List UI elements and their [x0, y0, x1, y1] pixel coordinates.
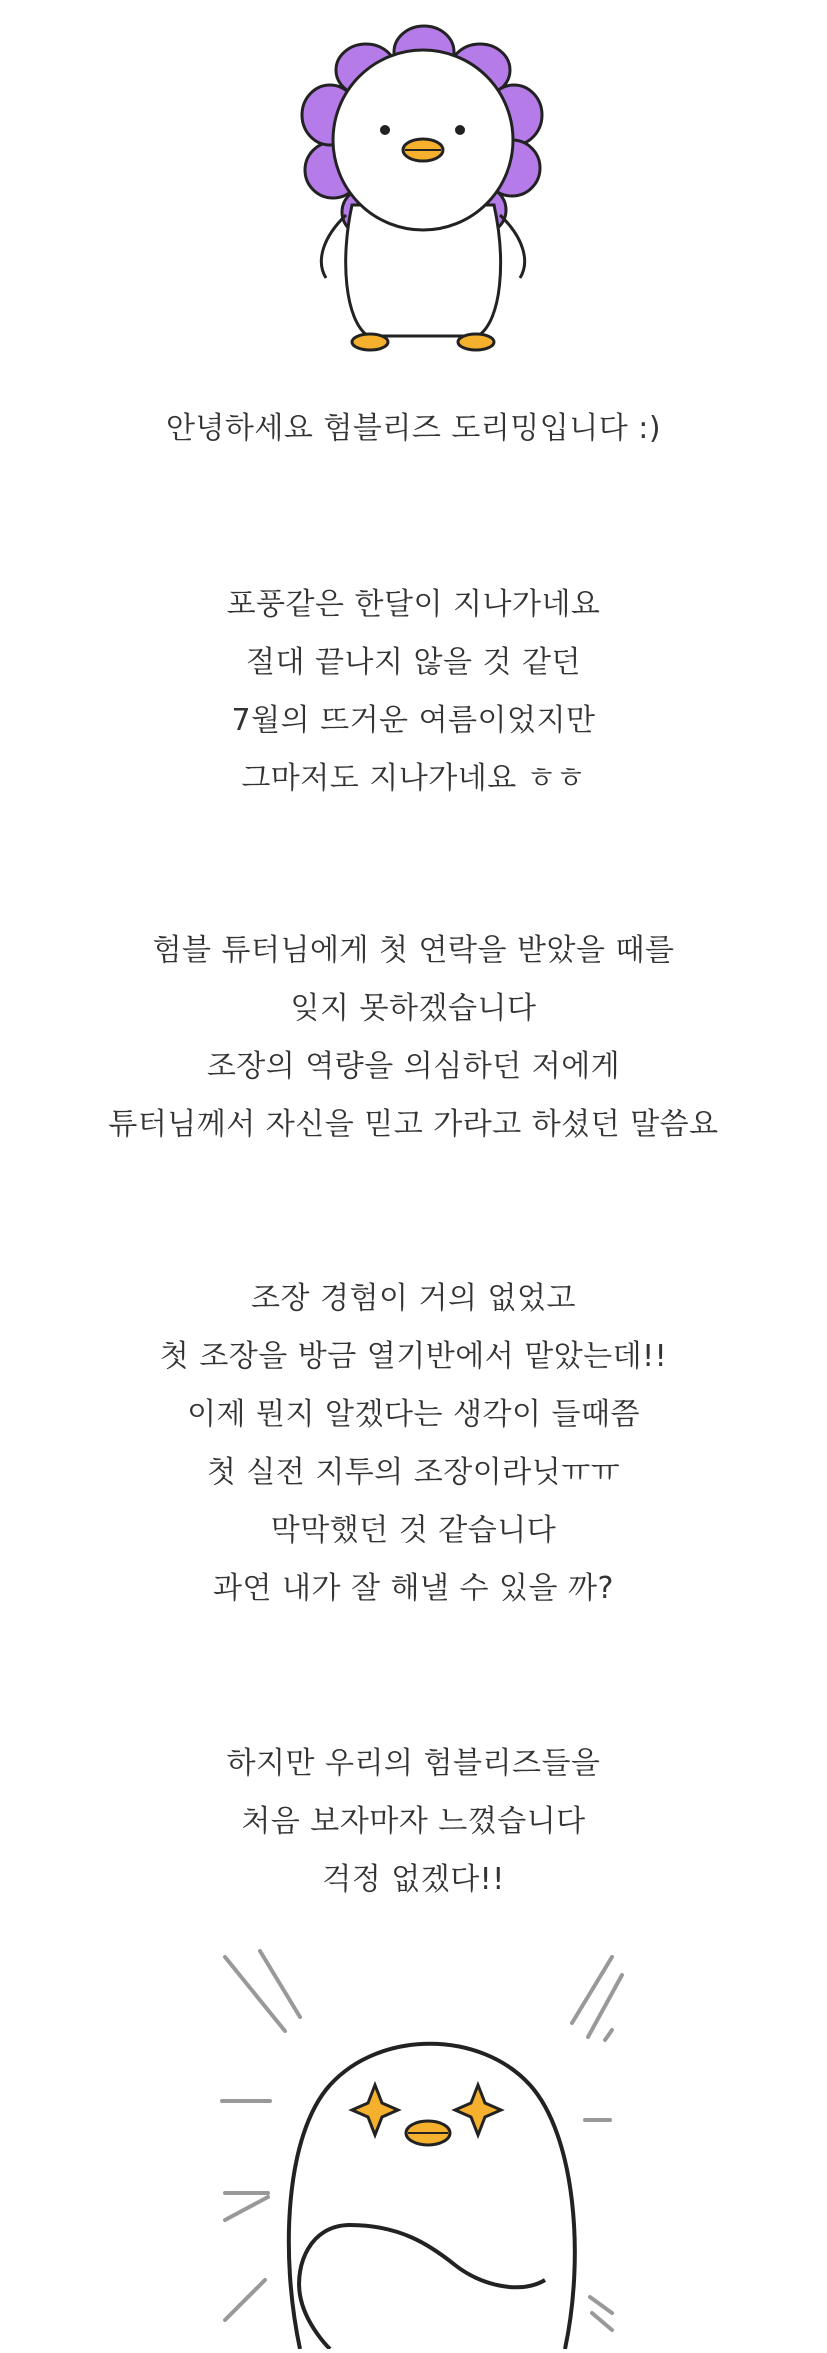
paragraph-line: 막막했던 것 같습니다 [270, 1513, 557, 1548]
paragraph-line: 험블 튜터님에게 첫 연락을 받았을 때를 [152, 933, 675, 968]
paragraph-line: 과연 내가 잘 해낼 수 있을 까? [213, 1571, 614, 1606]
greeting-text: 안녕하세요 험블리즈 도리밍입니다 :) [165, 411, 662, 446]
paragraph-line: 조장의 역량을 의심하던 저에게 [206, 1049, 621, 1084]
paragraph-line: 포풍같은 한달이 지나가네요 [226, 587, 601, 622]
paragraph-1 [0, 576, 827, 808]
paragraph-line: 걱정 없겠다!! [322, 1862, 505, 1897]
greeting-block [0, 400, 827, 458]
flower-penguin-mascot-icon [0, 0, 827, 370]
paragraph-3 [0, 1270, 827, 1618]
paragraph-line: 조장 경험이 거의 없었고 [251, 1281, 576, 1316]
sparkle-eyed-penguin-mascot-icon [0, 1935, 827, 2349]
paragraph-line: 처음 보자마자 느꼈습니다 [241, 1804, 586, 1839]
paragraph-line: 이제 뭔지 알겠다는 생각이 들때쯤 [187, 1397, 640, 1432]
paragraph-line: 그마저도 지나가네요 ㅎㅎ [241, 761, 586, 796]
paragraph-line: 첫 조장을 방금 열기반에서 맡았는데!! [159, 1339, 668, 1374]
paragraph-line: 첫 실전 지투의 조장이라닛ㅠㅠ [206, 1455, 621, 1490]
paragraph-line: 잊지 못하겠습니다 [290, 991, 537, 1026]
paragraph-line: 하지만 우리의 험블리즈들을 [226, 1746, 601, 1781]
paragraph-line: 7월의 뜨거운 여름이었지만 [231, 703, 596, 738]
paragraph-line: 튜터님께서 자신을 믿고 가라고 하셨던 말씀요 [108, 1107, 719, 1142]
paragraph-4 [0, 1735, 827, 1909]
paragraph-line: 절대 끝나지 않을 것 같던 [246, 645, 581, 680]
paragraph-2 [0, 922, 827, 1154]
